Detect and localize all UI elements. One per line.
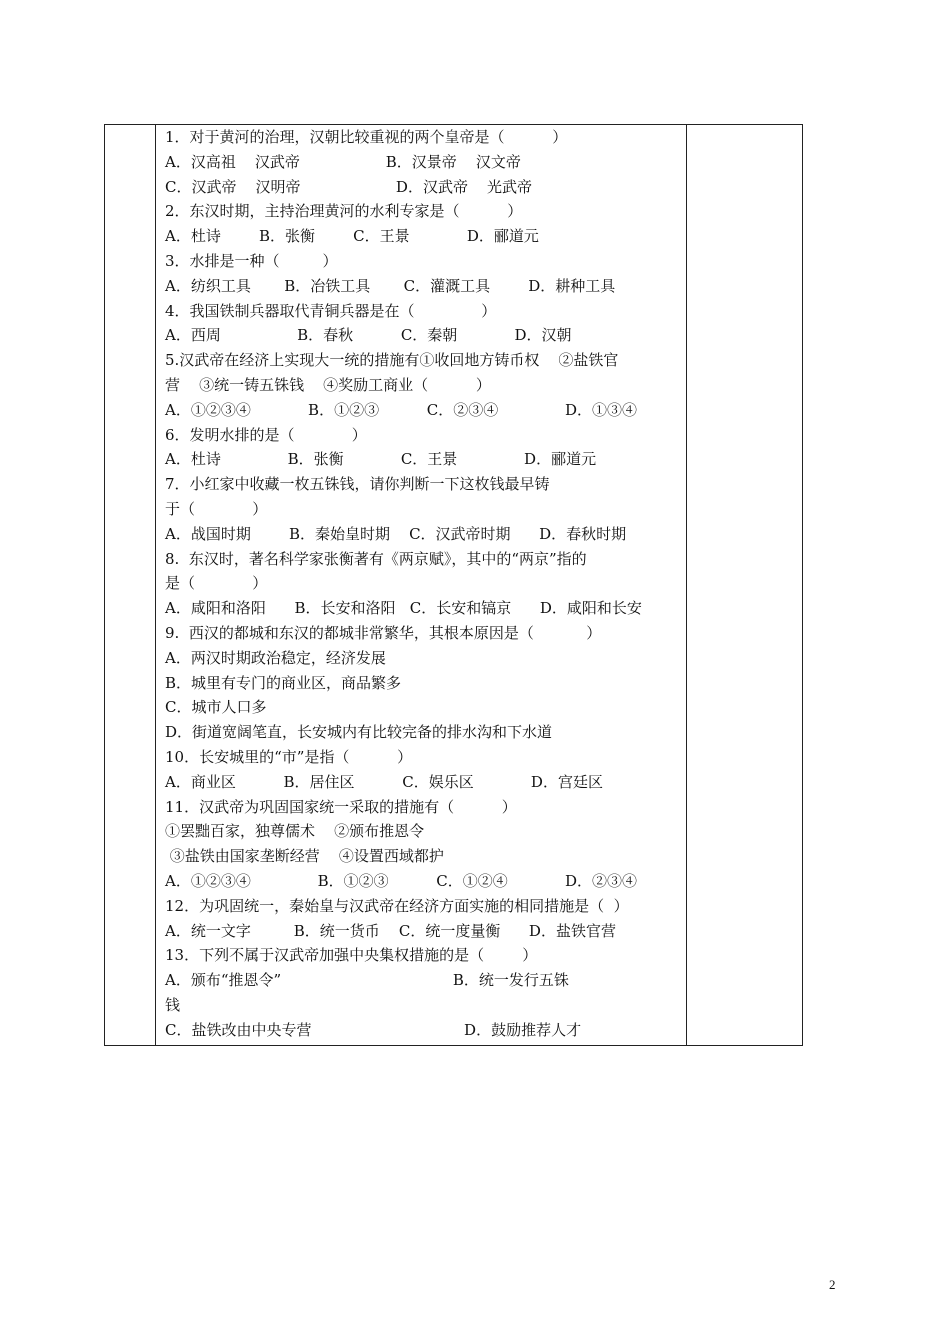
text-line: 营 ③统一铸五铢钱 ④奖励工商业（ ） (165, 375, 491, 394)
text-line: D．街道宽阔笔直，长安城内有比较完备的排水沟和下水道 (165, 723, 553, 742)
questions-cell (165, 125, 685, 1042)
text-line: C．汉武帝 汉明帝 D．汉武帝 光武帝 (165, 177, 533, 196)
text-line: A．统一文字 B．统一货币 C．统一度量衡 D．盐铁官营 (165, 921, 616, 940)
text-line: 钱 (165, 995, 181, 1014)
text-line: 4．我国铁制兵器取代青铜兵器是在（ ） (165, 301, 497, 320)
text-line: 于（ ） (165, 499, 268, 518)
text-line: A．杜诗 B．张衡 C．王景 D．郦道元 (165, 450, 597, 469)
text-line: ③盐铁由国家垄断经营 ④设置西域都护 (165, 847, 444, 866)
text-line: 3．水排是一种（ ） (165, 251, 338, 270)
text-line: 2．东汉时期，主持治理黄河的水利专家是（ ） (165, 202, 523, 221)
table-left-column (105, 125, 156, 1045)
text-line: 11．汉武帝为巩固国家统一采取的措施有（ ） (165, 797, 517, 816)
text-line: 10．长安城里的“市”是指（ ） (165, 747, 413, 766)
text-line: 1．对于黄河的治理，汉朝比较重视的两个皇帝是（ ） (165, 128, 568, 146)
text-line: 8. 东汉时，著名科学家张衡著有《两京赋》，其中的“两京”指的 (165, 549, 587, 568)
text-line: C．盐铁改由中央专营 D．鼓励推荐人才 (165, 1020, 582, 1039)
text-line: A．颁布“推恩令” B．统一发行五铢 (165, 971, 569, 990)
text-line: A．战国时期 B．秦始皇时期 C．汉武帝时期 D．春秋时期 (165, 524, 627, 543)
text-line: 6．发明水排的是（ ） (165, 425, 367, 444)
text-line: 7．小红家中收藏一枚五铢钱，请你判断一下这枚钱最早铸 (165, 475, 550, 494)
text-line: A．①②③④ B．①②③ C．①②④ D．②③④ (165, 871, 638, 890)
text-line: A．两汉时期政治稳定，经济发展 (165, 648, 386, 667)
text-line: A．汉高祖 汉武帝 B．汉景帝 汉文帝 (165, 152, 521, 171)
text-line: 是（ ） (165, 574, 268, 593)
text-line: 12．为巩固统一，秦始皇与汉武帝在经济方面实施的相同措施是（ ） (165, 896, 629, 915)
text-line: A．杜诗 B．张衡 C．王景 D．郦道元 (165, 227, 539, 246)
text-line: A．①②③④ B．①②③ C．②③④ D．①③④ (165, 400, 638, 419)
text-line: A．西周 B．春秋 C．秦朝 D．汉朝 (165, 326, 572, 345)
text-line: ①罢黜百家，独尊儒术 ②颁布推恩令 (165, 822, 425, 841)
text-line: B．城里有专门的商业区，商品繁多 (165, 673, 402, 692)
text-line: A．纺织工具 B．冶铁工具 C．灌溉工具 D．耕种工具 (165, 276, 616, 295)
question-table (104, 124, 803, 1046)
page-number: 2 (829, 1277, 836, 1292)
text-line: A．咸阳和洛阳 B．长安和洛阳 C．长安和镐京 D．咸阳和长安 (165, 599, 642, 618)
table-right-column (686, 125, 802, 1045)
text-line: A．商业区 B．居住区 C．娱乐区 D．宫廷区 (165, 772, 603, 791)
text-line: 13．下列不属于汉武帝加强中央集权措施的是（ ） (165, 946, 538, 965)
text-line: 9. 西汉的都城和东汉的都城非常繁华，其根本原因是（ ） (165, 623, 602, 642)
text-line: C．城市人口多 (165, 698, 267, 717)
text-line: 5.汉武帝在经济上实现大一统的措施有①收回地方铸币权 ②盐铁官 (165, 351, 619, 370)
